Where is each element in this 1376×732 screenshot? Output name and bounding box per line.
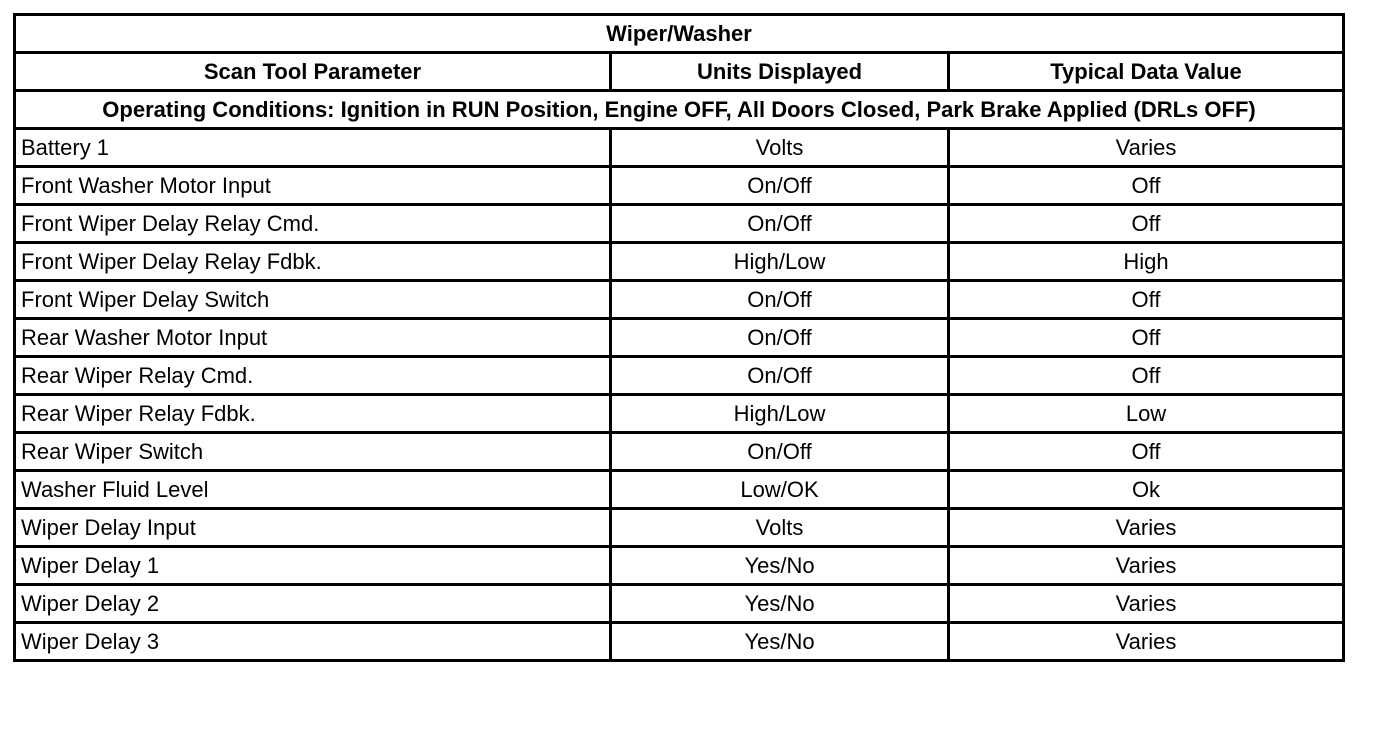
table-row	[15, 585, 1344, 623]
table-row	[15, 471, 1344, 509]
table-title: Wiper/Washer	[15, 15, 1344, 53]
units-cell: High/Low	[611, 243, 949, 281]
table-row	[15, 243, 1344, 281]
parameter-cell: Front Wiper Delay Switch	[15, 281, 611, 319]
typical-value-cell: High	[949, 243, 1344, 281]
units-cell: Yes/No	[611, 623, 949, 661]
operating-conditions-row	[15, 91, 1344, 129]
parameter-cell: Front Wiper Delay Relay Fdbk.	[15, 243, 611, 281]
units-cell: Low/OK	[611, 471, 949, 509]
operating-conditions: Operating Conditions: Ignition in RUN Position, Engine OFF, All Doors Closed, Park Brake Applied (DRLs OFF)	[15, 91, 1344, 129]
parameter-cell: Rear Wiper Switch	[15, 433, 611, 471]
table-title-row	[15, 15, 1344, 53]
typical-value-cell: Off	[949, 357, 1344, 395]
typical-value-cell: Off	[949, 319, 1344, 357]
typical-value-cell: Off	[949, 281, 1344, 319]
column-header-units: Units Displayed	[611, 53, 949, 91]
column-header-typical-value: Typical Data Value	[949, 53, 1344, 91]
typical-value-cell: Off	[949, 205, 1344, 243]
table-row	[15, 319, 1344, 357]
table-row	[15, 129, 1344, 167]
parameter-cell: Rear Washer Motor Input	[15, 319, 611, 357]
parameter-cell: Washer Fluid Level	[15, 471, 611, 509]
parameter-cell: Front Wiper Delay Relay Cmd.	[15, 205, 611, 243]
table-row	[15, 623, 1344, 661]
parameter-cell: Rear Wiper Relay Cmd.	[15, 357, 611, 395]
units-cell: On/Off	[611, 205, 949, 243]
units-cell: On/Off	[611, 357, 949, 395]
units-cell: Yes/No	[611, 547, 949, 585]
table-row	[15, 509, 1344, 547]
table-row	[15, 433, 1344, 471]
typical-value-cell: Varies	[949, 547, 1344, 585]
typical-value-cell: Off	[949, 167, 1344, 205]
column-header-row	[15, 53, 1344, 91]
parameter-cell: Rear Wiper Relay Fdbk.	[15, 395, 611, 433]
parameter-cell: Wiper Delay 2	[15, 585, 611, 623]
typical-value-cell: Varies	[949, 129, 1344, 167]
units-cell: On/Off	[611, 167, 949, 205]
typical-value-cell: Off	[949, 433, 1344, 471]
units-cell: Volts	[611, 509, 949, 547]
units-cell: On/Off	[611, 281, 949, 319]
table-row	[15, 547, 1344, 585]
units-cell: Yes/No	[611, 585, 949, 623]
units-cell: High/Low	[611, 395, 949, 433]
typical-value-cell: Varies	[949, 623, 1344, 661]
parameter-cell: Wiper Delay 1	[15, 547, 611, 585]
typical-value-cell: Varies	[949, 585, 1344, 623]
column-header-parameter: Scan Tool Parameter	[15, 53, 611, 91]
units-cell: Volts	[611, 129, 949, 167]
table-row	[15, 395, 1344, 433]
typical-value-cell: Low	[949, 395, 1344, 433]
units-cell: On/Off	[611, 319, 949, 357]
table-row	[15, 167, 1344, 205]
units-cell: On/Off	[611, 433, 949, 471]
table-row	[15, 205, 1344, 243]
typical-value-cell: Ok	[949, 471, 1344, 509]
table-row	[15, 357, 1344, 395]
parameter-cell: Front Washer Motor Input	[15, 167, 611, 205]
parameter-cell: Battery 1	[15, 129, 611, 167]
wiper-washer-data-table	[13, 13, 1345, 662]
table-row	[15, 281, 1344, 319]
parameter-cell: Wiper Delay 3	[15, 623, 611, 661]
typical-value-cell: Varies	[949, 509, 1344, 547]
parameter-cell: Wiper Delay Input	[15, 509, 611, 547]
